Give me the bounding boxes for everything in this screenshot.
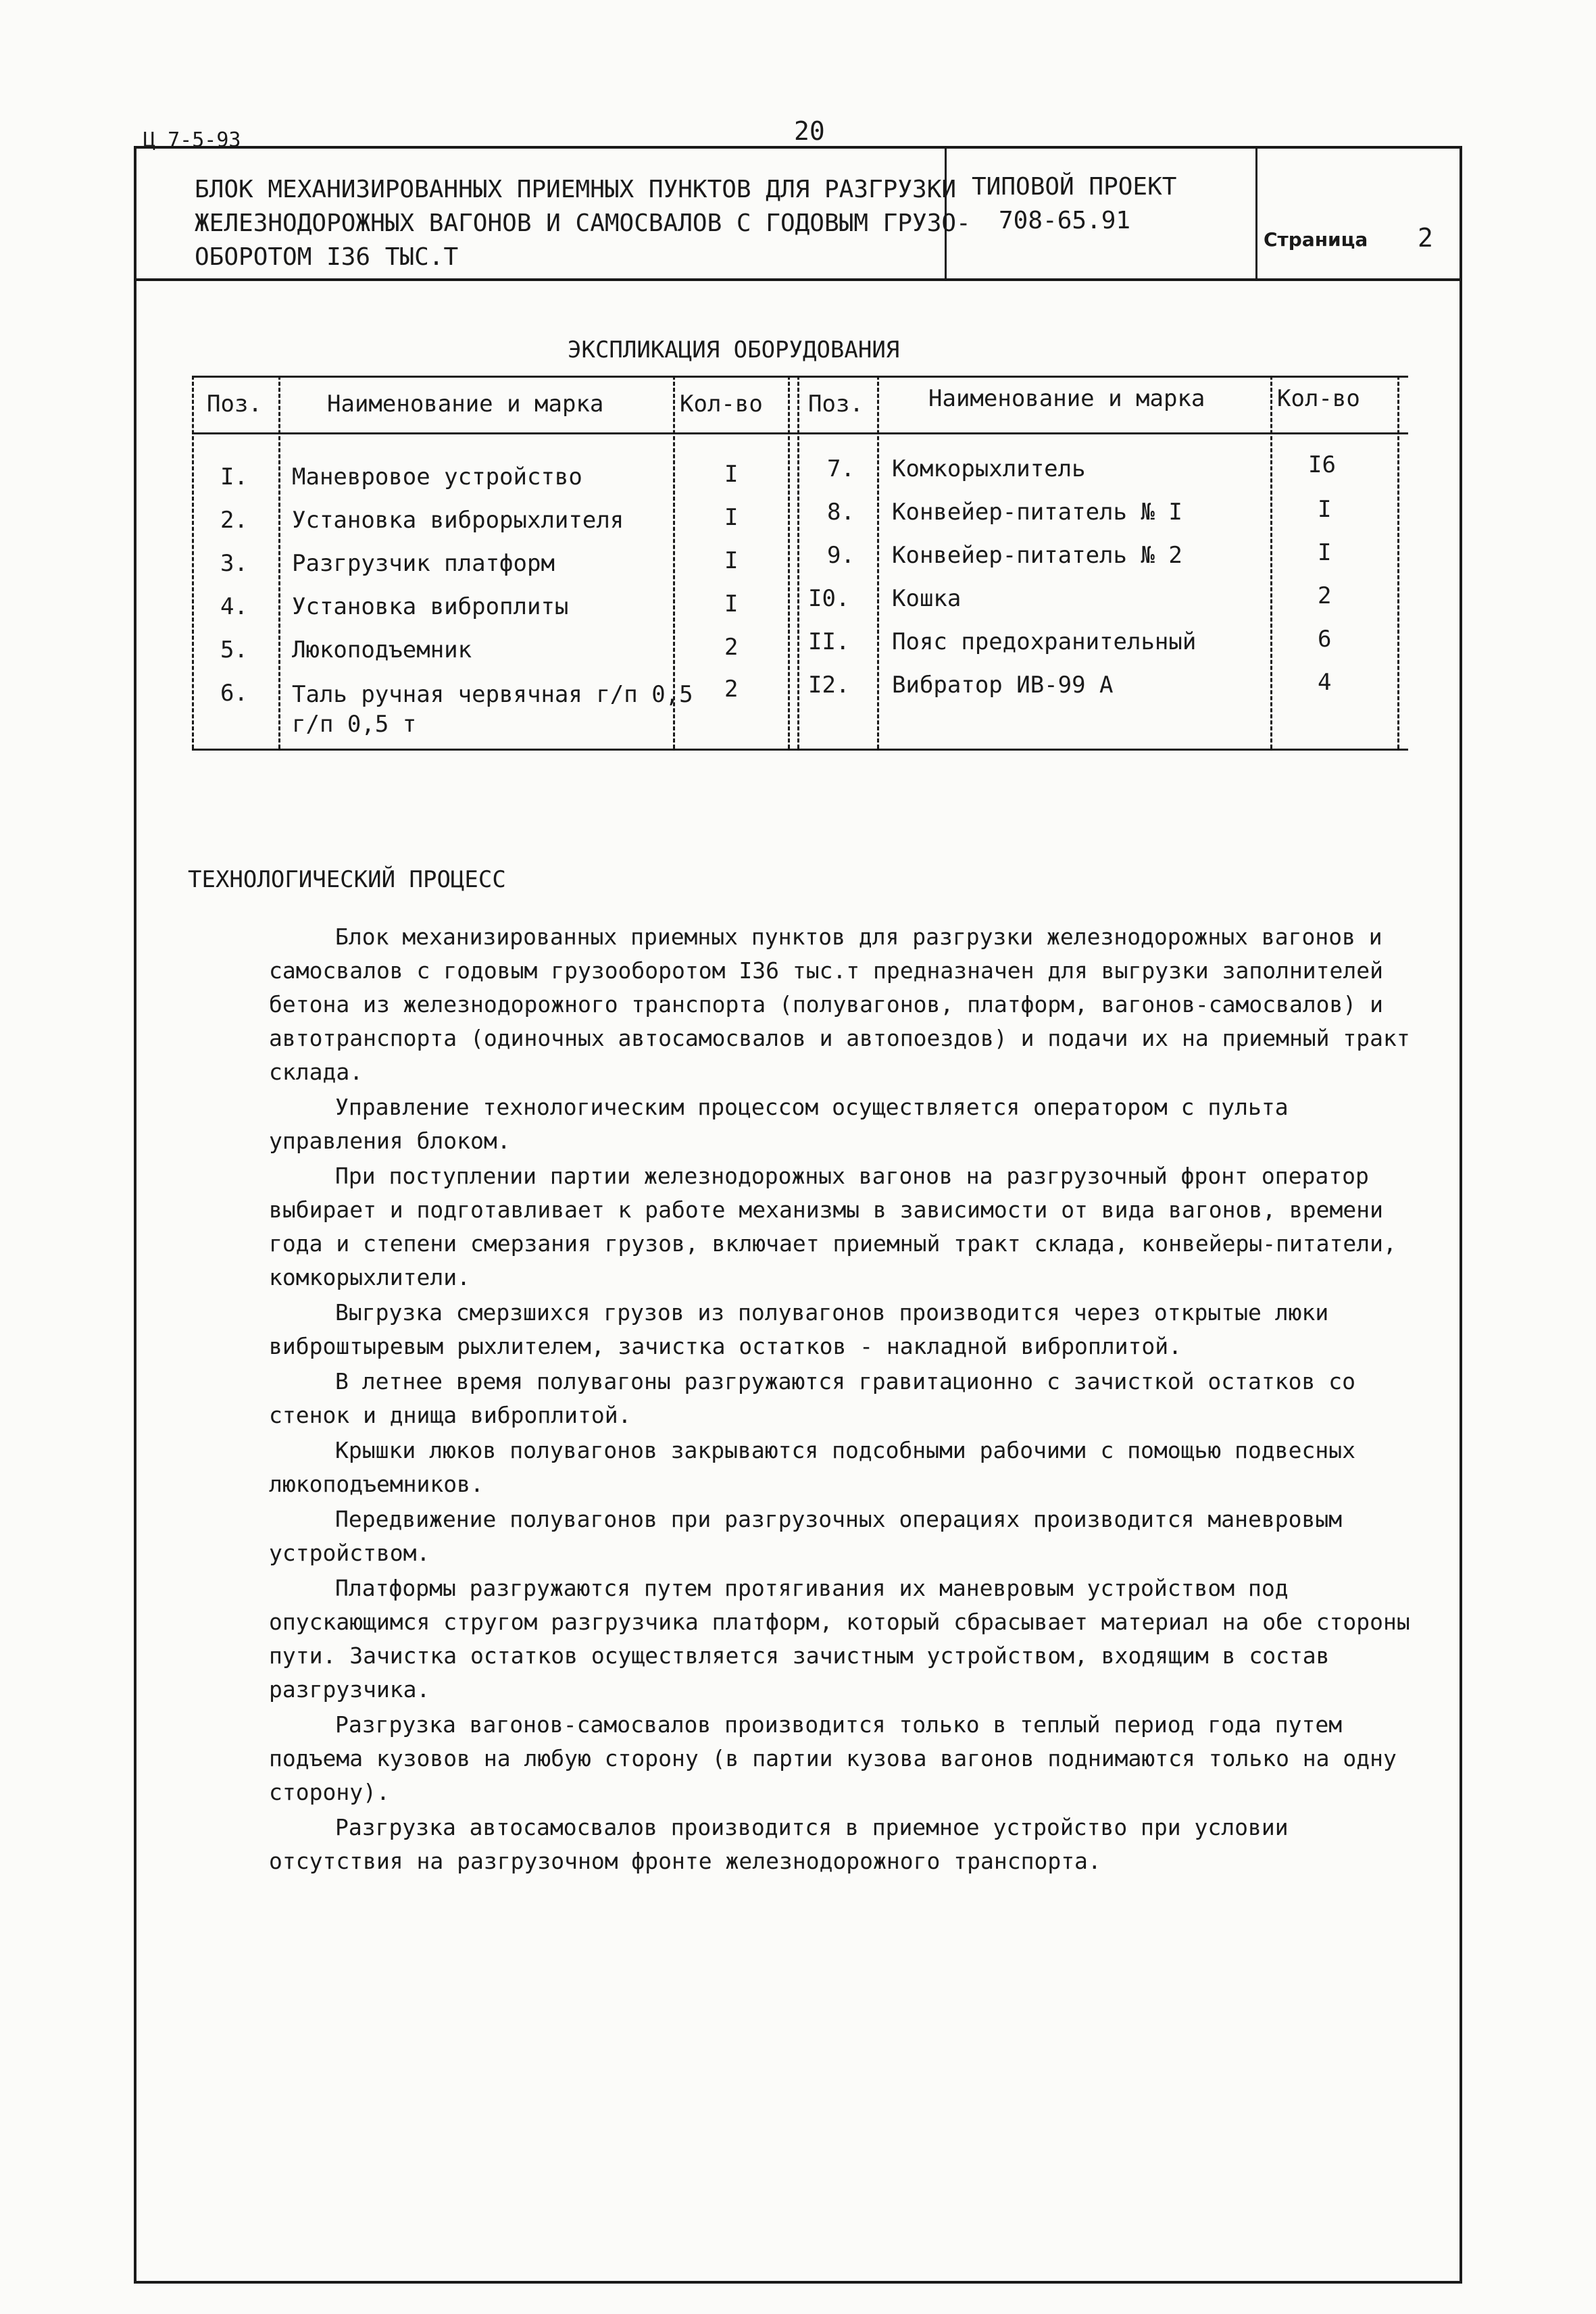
process-description <box>269 920 1418 1880</box>
row-pos: 4. <box>220 593 248 620</box>
row-name: Вибратор ИВ-99 А <box>892 672 1114 699</box>
paragraph: При поступлении партии железнодорожных вагонов на разгрузочный фронт оператор выбирает и подготавливает к работе механизмы в зависимости от вида вагонов, времени года и степени смерзания грузов, включает приемный тракт склада, конвейеры-питатели, комкорыхлители. <box>269 1163 1397 1290</box>
document-title <box>195 173 1046 274</box>
row-name: Таль ручная червячная г/п 0,5 <box>292 681 693 708</box>
row-qty: 2 <box>724 634 739 661</box>
row-qty: 2 <box>1318 582 1332 609</box>
table-title: ЭКСПЛИКАЦИЯ ОБОРУДОВАНИЯ <box>568 336 900 363</box>
title-line: ОБОРОТОМ I36 ТЫС.Т <box>195 243 459 271</box>
header-qty: Кол-во <box>680 391 763 418</box>
paragraph: Крышки люков полувагонов закрываются подсобными рабочими с помощью подвесных люкоподъемников. <box>269 1437 1355 1497</box>
title-divider <box>945 146 947 278</box>
row-name: Конвейер-питатель № 2 <box>892 542 1182 569</box>
sheet-number: 2 <box>1418 223 1433 253</box>
row-qty: I6 <box>1308 451 1336 478</box>
row-name: Кошка <box>892 585 962 612</box>
title-line: ЖЕЛЕЗНОДОРОЖНЫХ ВАГОНОВ И САМОСВАЛОВ С ГОДОВЫМ ГРУЗО- <box>195 209 971 237</box>
paragraph: Управление технологическим процессом осуществляется оператором с пульта управления блоком. <box>269 1094 1289 1154</box>
row-name: Комкорыхлитель <box>892 455 1086 482</box>
header-pos: Поз. <box>207 391 262 418</box>
row-pos: 7. <box>827 455 855 482</box>
paragraph: Выгрузка смерзшихся грузов из полувагонов производится через открытые люки виброштыревым рыхлителем, зачистка остатков - накладной виброплитой. <box>269 1299 1329 1359</box>
row-name: Разгрузчик платформ <box>292 550 555 577</box>
row-pos: I2. <box>808 672 850 699</box>
equipment-table <box>192 376 1408 754</box>
paragraph: Платформы разгружаются путем протягивания их маневровым устройством под опускающимся стругом разгрузчика платформ, который сбрасывает материал на обе стороны пути. Зачистка остатков осуществляется зачистным устройством, входящим в состав разгрузчика. <box>269 1575 1410 1703</box>
row-qty: 6 <box>1318 626 1332 653</box>
row-qty: I <box>1318 539 1332 566</box>
paragraph: В летнее время полувагоны разгружаются гравитационно с зачисткой остатков со стенок и днища виброплитой. <box>269 1368 1355 1428</box>
row-name: Установка виброплиты <box>292 593 569 620</box>
project-number: 708-65.91 <box>999 207 1131 234</box>
row-name: Маневровое устройство <box>292 463 582 491</box>
row-qty: 2 <box>724 676 739 703</box>
row-pos: I. <box>220 463 248 491</box>
row-pos: 9. <box>827 542 855 569</box>
section-title: ТЕХНОЛОГИЧЕСКИЙ ПРОЦЕСС <box>188 866 506 893</box>
row-name: Люкоподъемник <box>292 636 472 663</box>
header-name: Наименование и марка <box>928 385 1205 412</box>
paragraph: Разгрузка вагонов-самосвалов производится только в теплый период года путем подъема кузовов на любую сторону (в партии кузова вагонов поднимаются только на одну сторону). <box>269 1711 1397 1805</box>
row-pos: 8. <box>827 499 855 526</box>
paragraph: Передвижение полувагонов при разгрузочных операциях производится маневровым устройством. <box>269 1506 1343 1566</box>
title-block <box>134 146 1462 281</box>
row-pos: I0. <box>808 585 850 612</box>
row-pos: 2. <box>220 507 248 534</box>
project-label: ТИПОВОЙ ПРОЕКТ <box>972 173 1177 201</box>
header-pos: Поз. <box>808 391 864 418</box>
row-pos: 5. <box>220 636 248 663</box>
page-number: 20 <box>794 116 825 146</box>
row-pos: 3. <box>220 550 248 577</box>
header-name: Наименование и марка <box>327 391 604 418</box>
row-qty: I <box>1318 496 1332 523</box>
paragraph: Блок механизированных приемных пунктов для разгрузки железнодорожных вагонов и самосвалов с годовым грузооборотом I36 тыс.т предназначен для выгрузки заполнителей бетона из железнодорожного транспорта (полувагонов, платформ, вагонов-самосвалов) и автотранспорта (одиночных автосамосвалов и автопоездов) и подачи их на приемный тракт склада. <box>269 924 1410 1085</box>
row-name: Пояс предохранительный <box>892 628 1197 655</box>
row-pos: 6. <box>220 680 248 707</box>
title-divider <box>1255 146 1257 278</box>
sheet-label: Страница <box>1264 228 1368 251</box>
row-name-cont: г/п 0,5 т <box>292 711 417 738</box>
row-qty: I <box>724 547 739 574</box>
row-qty: I <box>724 461 739 488</box>
row-qty: I <box>724 590 739 618</box>
row-name: Конвейер-питатель № I <box>892 499 1182 526</box>
paragraph: Разгрузка автосамосвалов производится в приемное устройство при условии отсутствия на разгрузочном фронте железнодорожного транспорта. <box>269 1814 1289 1874</box>
row-pos: II. <box>808 628 850 655</box>
header-qty: Кол-во <box>1277 385 1360 412</box>
project-block <box>972 170 1176 238</box>
document-code: Ц 7-5-93 <box>143 128 241 152</box>
title-line: БЛОК МЕХАНИЗИРОВАННЫХ ПРИЕМНЫХ ПУНКТОВ ДЛЯ РАЗГРУЗКИ <box>195 176 957 203</box>
row-qty: 4 <box>1318 669 1332 696</box>
row-qty: I <box>724 504 739 531</box>
row-name: Установка виброрыхлителя <box>292 507 624 534</box>
